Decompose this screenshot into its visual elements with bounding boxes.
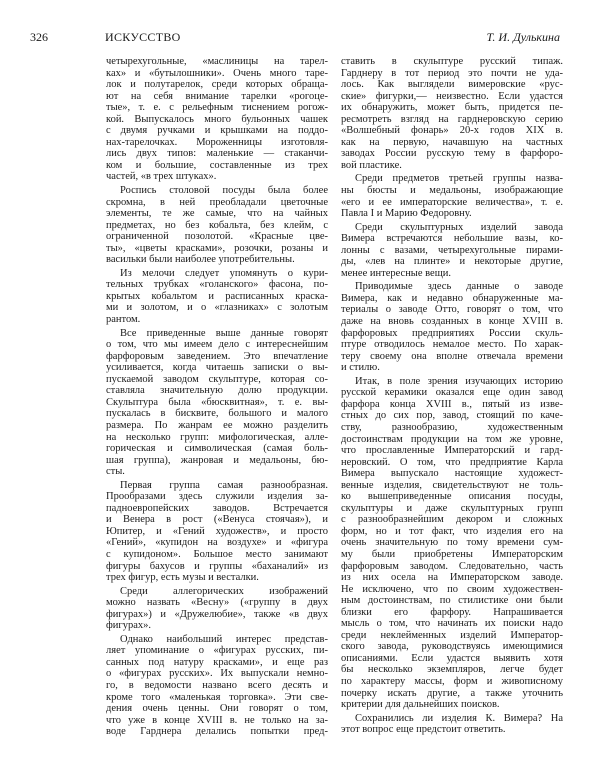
text-line: фарфоровым заведением. Это впечатление: [106, 350, 328, 362]
text-line: Роспись столовой посуды была более: [120, 185, 328, 197]
text-line: кроме того «маленькая торговка». Эти све-: [106, 691, 328, 703]
page-number: 326: [30, 30, 48, 44]
text-line: ляет упоминание о «фигурах русских, пи-: [106, 645, 328, 657]
text-line: о «фигурах русских». Их выпускали немно-: [106, 668, 328, 680]
text-line: вой пластике.: [341, 159, 402, 171]
text-line: Прообразами здесь служили изделия за-: [106, 491, 328, 503]
text-line: ству, разнообразию, художественным: [341, 421, 563, 433]
paragraph: [341, 713, 563, 736]
paragraph: [106, 56, 328, 183]
text-line: с двумя ручками и крышками на поддо-: [106, 125, 328, 137]
text-line: ские» фигурки,— неизвестно. Если удастся: [341, 90, 563, 102]
text-line: падноевропейских заводов. Встречается: [106, 502, 328, 514]
text-line: очень значительную по тому времени сум-: [341, 537, 563, 549]
text-line: ды, «лев на плинте» и некоторые другие,: [341, 256, 563, 268]
text-line: санных под натуру красками», и еще раз: [106, 656, 328, 668]
text-line: Павла I и Марию Федоровну.: [341, 208, 472, 220]
text-line: по характеру массы, форм и живописному: [341, 675, 563, 687]
text-line: Вимера, как и недавно обнаруженные ма-: [341, 292, 563, 304]
text-line: воде Гарднера делались попытки пред-: [106, 726, 328, 738]
text-line: скульптуры и даже скульптурных групп: [341, 502, 563, 514]
text-line: Приводимые здесь данные о заводе: [355, 281, 563, 293]
text-line: горическая и символическая (самая боль-: [106, 443, 328, 455]
paragraph: [341, 173, 563, 219]
text-line: четырехугольные, «маслиницы на тарел-: [106, 56, 328, 67]
paragraph: [106, 328, 328, 478]
text-line: стных до сих пор, завод, стоящий по каче-: [341, 410, 563, 422]
text-line: критерии для дальнейших поисков.: [341, 699, 500, 711]
text-line: го, в ведомости названо всего десять и: [106, 679, 328, 691]
text-line: и Венера в рост («Венуса стоячая»), и: [106, 514, 328, 526]
text-line: лось. Как выглядели вимеровские «рус-: [341, 79, 563, 91]
text-line: Юпитер, и «Гений художеств», и просто: [106, 525, 328, 537]
text-line: ми и золотом, и о «глазниках» с золотым: [106, 302, 328, 314]
text-line: Однако наибольший интерес представ-: [120, 633, 328, 645]
text-line: крытых кобальтом и расписанных краска-: [106, 290, 328, 302]
text-line: пускалась в бисквите, большого и малого: [106, 408, 328, 420]
text-line: фарфора конца XVIII в., пятый из изве-: [341, 398, 563, 410]
text-line: заводах России русскую тему в фарфоро-: [341, 148, 563, 160]
text-line: среди неклейменных изделий Император-: [341, 629, 563, 641]
text-line: с разнообразнейшим декором и сложных: [341, 514, 563, 526]
text-line: териалы о заводе Отто, говорят о том, что: [341, 304, 563, 316]
paragraph: [106, 268, 328, 326]
text-line: «Гений», «купидон на воздухе» и «фигура: [106, 537, 328, 549]
text-line: из них осела на Императорском заводе.: [341, 572, 563, 584]
text-line: Среди скульптурных изделий завода: [355, 221, 563, 233]
text-line: Сохранились ли изделия К. Вимера? На: [355, 712, 563, 724]
text-line: менее интересные вещи.: [341, 267, 452, 279]
paragraph: [106, 185, 328, 266]
text-line: Первая группа самая разнообразная.: [120, 479, 328, 491]
text-line: трех фигур, есть музы и весталки.: [106, 572, 259, 584]
text-line: Скульптура была «бюсквитная», т. е. вы-: [106, 396, 328, 408]
text-line: ограниченной позолотой. «Красные цве-: [106, 231, 328, 243]
text-line: близки его фарфору. Напрашивается: [341, 606, 563, 618]
text-line: ют на себя внимание тарелки «рогоце-: [106, 90, 328, 102]
paragraph: [106, 480, 328, 584]
running-head-section: ИСКУССТВО: [105, 30, 181, 44]
text-line: рантом.: [106, 314, 141, 326]
text-line: ты», «цветы красками», розочки, розаны и: [106, 242, 328, 254]
text-line: теру своему она вполне отвечала времени: [341, 350, 563, 362]
text-line: венные изделия, свидетельствуют не толь-: [341, 479, 563, 491]
text-line: на несколько групп: мифологическая, алле-: [106, 431, 328, 443]
text-line: как на первую, начавшую на частных: [341, 136, 563, 148]
text-line: Вимера встречаются небольшие вазы, ко-: [341, 233, 563, 245]
text-line: элементы, те же самые, что на чайных: [106, 208, 328, 220]
text-line: описаниями. Если удастся выявить хотя: [341, 652, 563, 664]
text-line: Все приведенные выше данные говорят: [120, 327, 328, 339]
paragraph: [341, 281, 563, 373]
text-line: кой. Выпускалось много бульонных чашек: [106, 113, 328, 125]
text-column-right: [341, 56, 563, 738]
text-line: Из мелочи следует упомянуть о кури-: [120, 267, 328, 279]
text-line: ны бюсты и медальоны, изображающие: [341, 185, 563, 197]
text-line: Вимера выпускало настоящие художест-: [341, 468, 563, 480]
text-line: шая группа), жанровая и медальоны, бю-: [106, 454, 328, 466]
text-line: даже на вновь созданных в конце XVIII в.: [341, 316, 563, 328]
text-line: русской керамики оказался еще один завод: [341, 387, 563, 399]
text-line: усиливается, когда читаешь записки о вы-: [106, 362, 328, 374]
running-head-author: Т. И. Дулькина: [486, 30, 560, 44]
text-line: мысль о том, что начинать их поиски надо: [341, 618, 563, 630]
text-line: ского завода, руководствуясь имеющимися: [341, 641, 563, 653]
text-line: неровский. О том, что предприятие Карла: [341, 456, 563, 468]
text-line: ком и большие, составленные из трех: [106, 159, 328, 171]
text-line: Гарднеру в тот период это почти не уда-: [341, 67, 563, 79]
text-line: «Волшебный фонарь» 20-х годов XIX в.: [341, 125, 563, 137]
text-line: «его и ее императорские величества», т. е.: [341, 196, 563, 208]
text-line: размера. По жанрам ее можно разделить: [106, 419, 328, 431]
text-line: фигурах») и «Дружелюбие», также «в двух: [106, 608, 328, 620]
text-line: му были приобретены Императорским: [341, 548, 563, 560]
text-line: что прославленные Императорский и гард-: [341, 445, 563, 457]
text-line: ресмотреть взгляд на гарднеровскую серию: [341, 113, 563, 125]
text-line: и стилю.: [341, 362, 380, 374]
text-column-left: [106, 56, 328, 740]
text-line: лок и полутарелок, среди которых обраща-: [106, 79, 328, 91]
paragraph: [106, 586, 328, 632]
text-line: этот вопрос еще предстоит ответить.: [341, 724, 506, 736]
text-line: ках» и «бутылошники». Очень много таре-: [106, 67, 328, 79]
text-line: пускаемой заводом скульптуре, которая со-: [106, 373, 328, 385]
text-line: ставляла значительную долю продукции.: [106, 385, 328, 397]
text-line: лонны с вазами, четырехугольные пирами-: [341, 244, 563, 256]
text-line: что уже в конце XVIII в. не только на за-: [106, 714, 328, 726]
text-line: ным достоинствам, по стилистике они были: [341, 595, 563, 607]
text-line: Итак, в поле зрения изучающих историю: [355, 375, 563, 387]
text-line: предметах, но без кобальта, без клейм, с: [106, 219, 328, 231]
text-line: васильки были наиболее употребительны.: [106, 254, 295, 266]
text-line: Среди предметов третьей группы назва-: [355, 173, 563, 185]
text-line: ставить в скульптуре русский типаж.: [341, 56, 563, 67]
paragraph: [341, 222, 563, 280]
text-line: дения очень ценны. Они говорят о том,: [106, 703, 328, 715]
text-line: достоинствам продукции на том же уровне,: [341, 433, 563, 445]
text-line: с купидоном». Большое место занимают: [106, 548, 328, 560]
text-line: о том, что мы имеем дело с интереснейшим: [106, 339, 328, 351]
text-line: форм, но и тот факт, что изделия его на: [341, 525, 563, 537]
text-line: почерку искать другие, а также уточнить: [341, 687, 563, 699]
text-line: ко вышеприведенные описания посуды,: [341, 491, 563, 503]
paragraph: [341, 56, 563, 171]
text-line: фигуры бахусов и группы «баханалий» из: [106, 560, 328, 572]
text-line: фигурах».: [106, 620, 152, 632]
text-line: нах-тарелочках. Мороженницы изготовля-: [106, 136, 328, 148]
text-line: можно назвать «Весну» («группу в двух: [106, 597, 328, 609]
text-line: фарфоровых предприятиях России скуль-: [341, 327, 563, 339]
text-line: Среди аллегорических изображений: [120, 585, 328, 597]
text-line: их обнаружить, может быть, придется пе-: [341, 102, 563, 114]
paragraph: [106, 634, 328, 738]
text-line: сты.: [106, 466, 125, 478]
paragraph: [341, 376, 563, 711]
text-line: птуре отводилось немалое место. По харак-: [341, 339, 563, 351]
text-line: частей, «в трех штуках».: [106, 171, 217, 183]
text-line: скромна, в ней преобладали цветочные: [106, 196, 328, 208]
text-line: Не исключено, что по своим художествен-: [341, 583, 563, 595]
text-line: лись двух типов: маленькие — стаканчи-: [106, 148, 328, 160]
text-line: тельных трубках «голанского» фасона, по-: [106, 279, 328, 291]
text-line: фарфоровым заводом. Следовательно, часть: [341, 560, 563, 572]
text-line: тые», т. е. с рельефным тиснением рогож-: [106, 102, 328, 114]
text-line: бы несколько экземпляров, легче будет: [341, 664, 563, 676]
